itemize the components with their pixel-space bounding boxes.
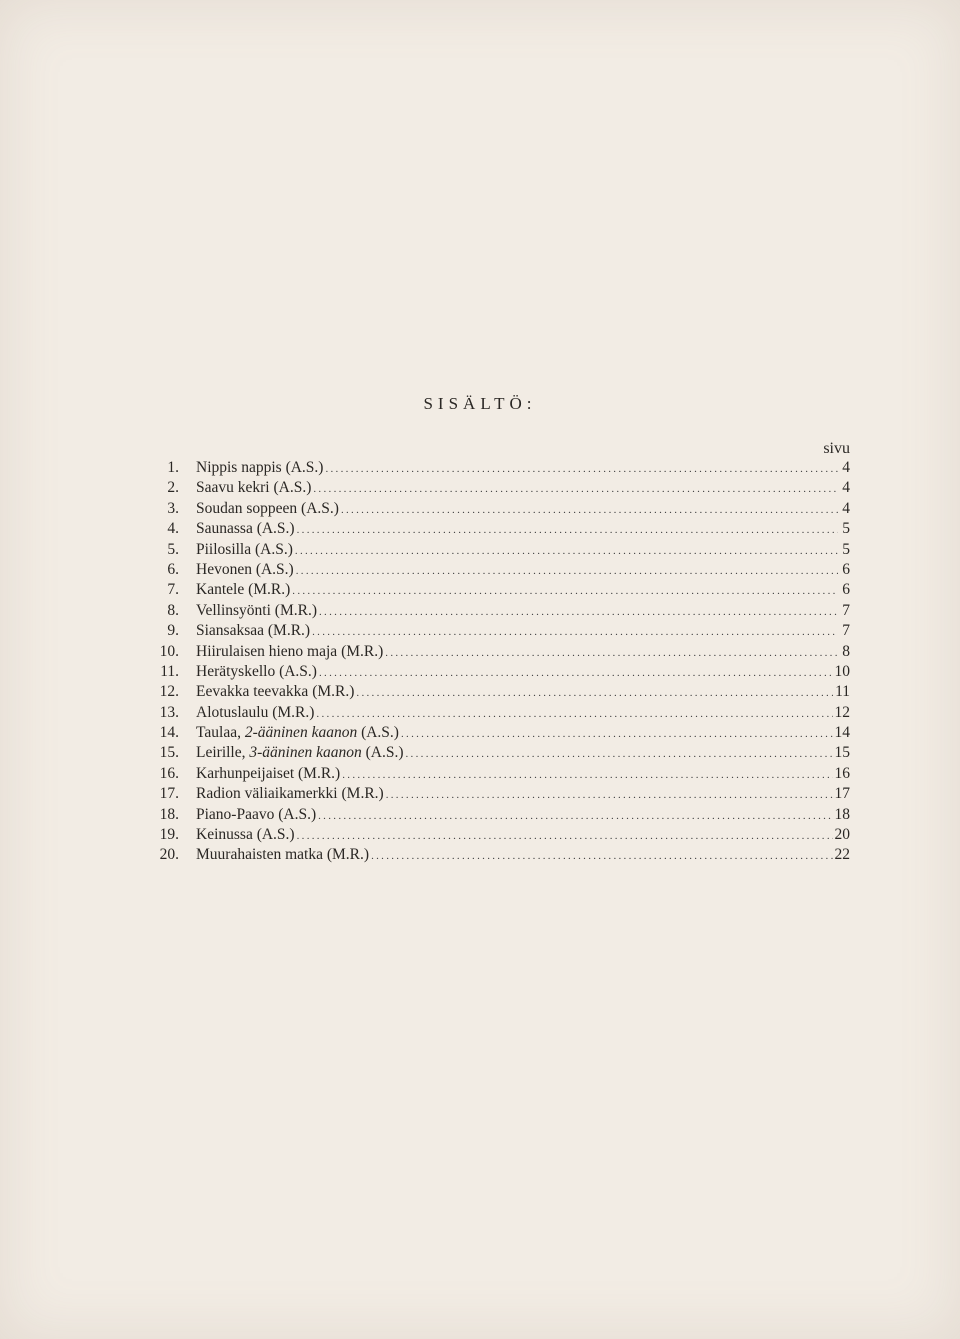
dot-leader <box>313 479 838 499</box>
dot-leader <box>401 724 833 744</box>
entry-author: (A.S.) <box>281 459 324 476</box>
entry-title <box>196 540 293 560</box>
page-column-header: sivu <box>823 440 850 457</box>
entry-author: (A.S.) <box>297 499 339 517</box>
entry-author: (M.R.) <box>268 703 315 721</box>
entry-title <box>196 845 369 865</box>
dot-leader <box>386 785 833 805</box>
entry-title <box>196 662 317 682</box>
entry-title-main: Saavu kekri <box>196 479 270 497</box>
entry-number: 6. <box>167 560 179 578</box>
entry-title-main: Leirille, <box>196 744 250 762</box>
toc-entry <box>150 784 850 804</box>
toc-entry <box>150 642 850 662</box>
contents-heading: SISÄLTÖ: <box>423 394 537 413</box>
entry-page-number: 4 <box>842 499 850 517</box>
entry-author: (M.R.) <box>270 601 317 619</box>
entry-page-number: 16 <box>834 764 850 782</box>
entry-page-number: 22 <box>834 846 850 864</box>
entry-number: 14. <box>159 724 179 742</box>
entry-author: (A.S.) <box>357 724 399 742</box>
entry-title-main: Eevakka teevakka <box>196 683 309 701</box>
entry-author: (A.S.) <box>361 744 404 762</box>
toc-entry <box>150 723 850 743</box>
entry-title <box>196 621 310 641</box>
table-of-contents <box>150 440 850 866</box>
entry-title-main: Kantele <box>196 581 245 599</box>
entry-title-main: Siansaksaa <box>196 622 265 640</box>
entry-title <box>196 642 383 662</box>
entry-author: (M.R.) <box>337 642 384 660</box>
entry-title <box>196 805 316 825</box>
entry-author: (A.S.) <box>252 826 295 844</box>
entry-number: 12. <box>159 683 179 701</box>
entry-author: (M.R.) <box>244 581 291 599</box>
entry-title-main: Saunassa <box>196 520 253 538</box>
dot-leader <box>356 683 833 703</box>
entry-title <box>196 499 339 519</box>
toc-entry <box>150 845 850 865</box>
entry-title-main: Keinussa <box>196 826 253 844</box>
entry-title-main: Hevonen <box>196 560 252 578</box>
entry-author: (M.R.) <box>337 785 384 803</box>
toc-entry <box>150 682 850 702</box>
entry-title <box>196 784 384 804</box>
dot-leader <box>297 826 833 846</box>
entry-number: 13. <box>159 703 179 721</box>
entry-title-main: Alotuslaulu <box>196 703 269 721</box>
entry-title-main: Piilosilla <box>196 540 252 558</box>
toc-entry <box>150 743 850 763</box>
dot-leader <box>342 765 832 785</box>
entry-author: (M.R.) <box>308 683 355 701</box>
entry-page-number: 14 <box>834 724 850 742</box>
dot-leader <box>385 643 838 663</box>
entry-title-subtitle: 3-ääninen kaanon <box>249 744 362 762</box>
entry-title <box>196 743 404 763</box>
toc-entry <box>150 478 850 498</box>
entry-page-number: 20 <box>834 826 850 844</box>
entry-author: (M.R.) <box>264 622 311 640</box>
entry-number: 20. <box>159 846 179 864</box>
entry-page-number: 17 <box>834 785 850 803</box>
dot-leader <box>406 744 833 764</box>
entry-page-number: 5 <box>842 520 850 538</box>
dot-leader <box>319 602 838 622</box>
entry-page-number: 4 <box>842 459 850 476</box>
dot-leader <box>341 500 838 520</box>
entry-page-number: 18 <box>834 805 850 823</box>
entry-page-number: 4 <box>842 479 850 497</box>
entry-number: 16. <box>159 764 179 782</box>
entry-title <box>196 560 294 580</box>
entry-title-main: Hiirulaisen hieno maja <box>196 642 338 660</box>
entry-number: 3. <box>167 499 179 517</box>
entry-page-number: 11 <box>835 683 850 701</box>
entry-number: 5. <box>167 540 179 558</box>
toc-entry <box>150 499 850 519</box>
entry-title-main: Karhunpeijaiset <box>196 764 295 782</box>
entry-title-main: Vellinsyönti <box>196 601 271 619</box>
entry-title <box>196 601 317 621</box>
entry-title <box>196 825 295 845</box>
toc-entries <box>150 458 850 866</box>
entry-number: 8. <box>167 601 179 619</box>
entry-number: 2. <box>167 479 179 497</box>
dot-leader <box>319 663 833 683</box>
entry-author: (A.S.) <box>269 479 312 497</box>
entry-title <box>196 580 290 600</box>
dot-leader <box>325 459 838 479</box>
entry-author: (A.S.) <box>275 662 317 680</box>
toc-entry <box>150 825 850 845</box>
entry-number: 17. <box>159 785 179 803</box>
entry-number: 11. <box>160 662 179 680</box>
entry-page-number: 6 <box>842 560 850 578</box>
entry-number: 9. <box>167 622 179 640</box>
toc-entry <box>150 621 850 641</box>
entry-author: (M.R.) <box>322 846 370 864</box>
toc-entry <box>150 458 850 478</box>
entry-number: 7. <box>167 581 179 599</box>
toc-entry <box>150 662 850 682</box>
toc-entry <box>150 703 850 723</box>
entry-title <box>196 703 314 723</box>
entry-title <box>196 519 295 539</box>
entry-title-subtitle: 2-ääninen kaanon <box>244 724 358 742</box>
entry-author: (A.S.) <box>251 540 293 558</box>
entry-title-main: Piano-Paavo <box>196 805 275 823</box>
dot-leader <box>371 846 832 866</box>
entry-page-number: 15 <box>834 744 850 762</box>
dot-leader <box>295 541 838 561</box>
entry-number: 19. <box>159 826 179 844</box>
toc-entry <box>150 560 850 580</box>
entry-number: 15. <box>159 744 179 762</box>
entry-title <box>196 682 354 702</box>
entry-page-number: 7 <box>842 601 850 619</box>
entry-number: 1. <box>167 459 179 476</box>
entry-page-number: 5 <box>842 540 850 558</box>
entry-title-main: Radion väliaikamerkki <box>196 785 338 803</box>
entry-page-number: 6 <box>842 581 850 599</box>
entry-title-main: Taulaa, <box>196 724 245 742</box>
entry-page-number: 7 <box>842 622 850 640</box>
entry-number: 10. <box>159 642 179 660</box>
entry-title <box>196 478 311 498</box>
toc-entry <box>150 601 850 621</box>
toc-entry <box>150 805 850 825</box>
entry-title <box>196 764 340 784</box>
entry-title-main: Muurahaisten matka <box>196 846 323 864</box>
toc-entry <box>150 519 850 539</box>
entry-number: 4. <box>167 520 179 538</box>
entry-title-main: Herätyskello <box>196 662 276 680</box>
dot-leader <box>318 806 832 826</box>
entry-author: (A.S.) <box>251 560 294 578</box>
entry-page-number: 8 <box>842 642 850 660</box>
entry-title <box>196 723 399 743</box>
entry-page-number: 10 <box>834 662 850 680</box>
entry-title-main: Nippis nappis <box>196 459 282 476</box>
toc-entry <box>150 764 850 784</box>
dot-leader <box>297 520 838 540</box>
dot-leader <box>292 581 838 601</box>
toc-entry <box>150 540 850 560</box>
dot-leader <box>316 704 832 724</box>
dot-leader <box>312 622 838 642</box>
entry-title-main: Soudan soppeen <box>196 499 298 517</box>
dot-leader <box>296 561 838 581</box>
entry-title <box>196 458 323 478</box>
toc-entry <box>150 580 850 600</box>
entry-author: (A.S.) <box>274 805 317 823</box>
entry-number: 18. <box>159 805 179 823</box>
entry-author: (M.R.) <box>294 764 341 782</box>
entry-page-number: 12 <box>834 703 850 721</box>
entry-author: (A.S.) <box>252 520 295 538</box>
